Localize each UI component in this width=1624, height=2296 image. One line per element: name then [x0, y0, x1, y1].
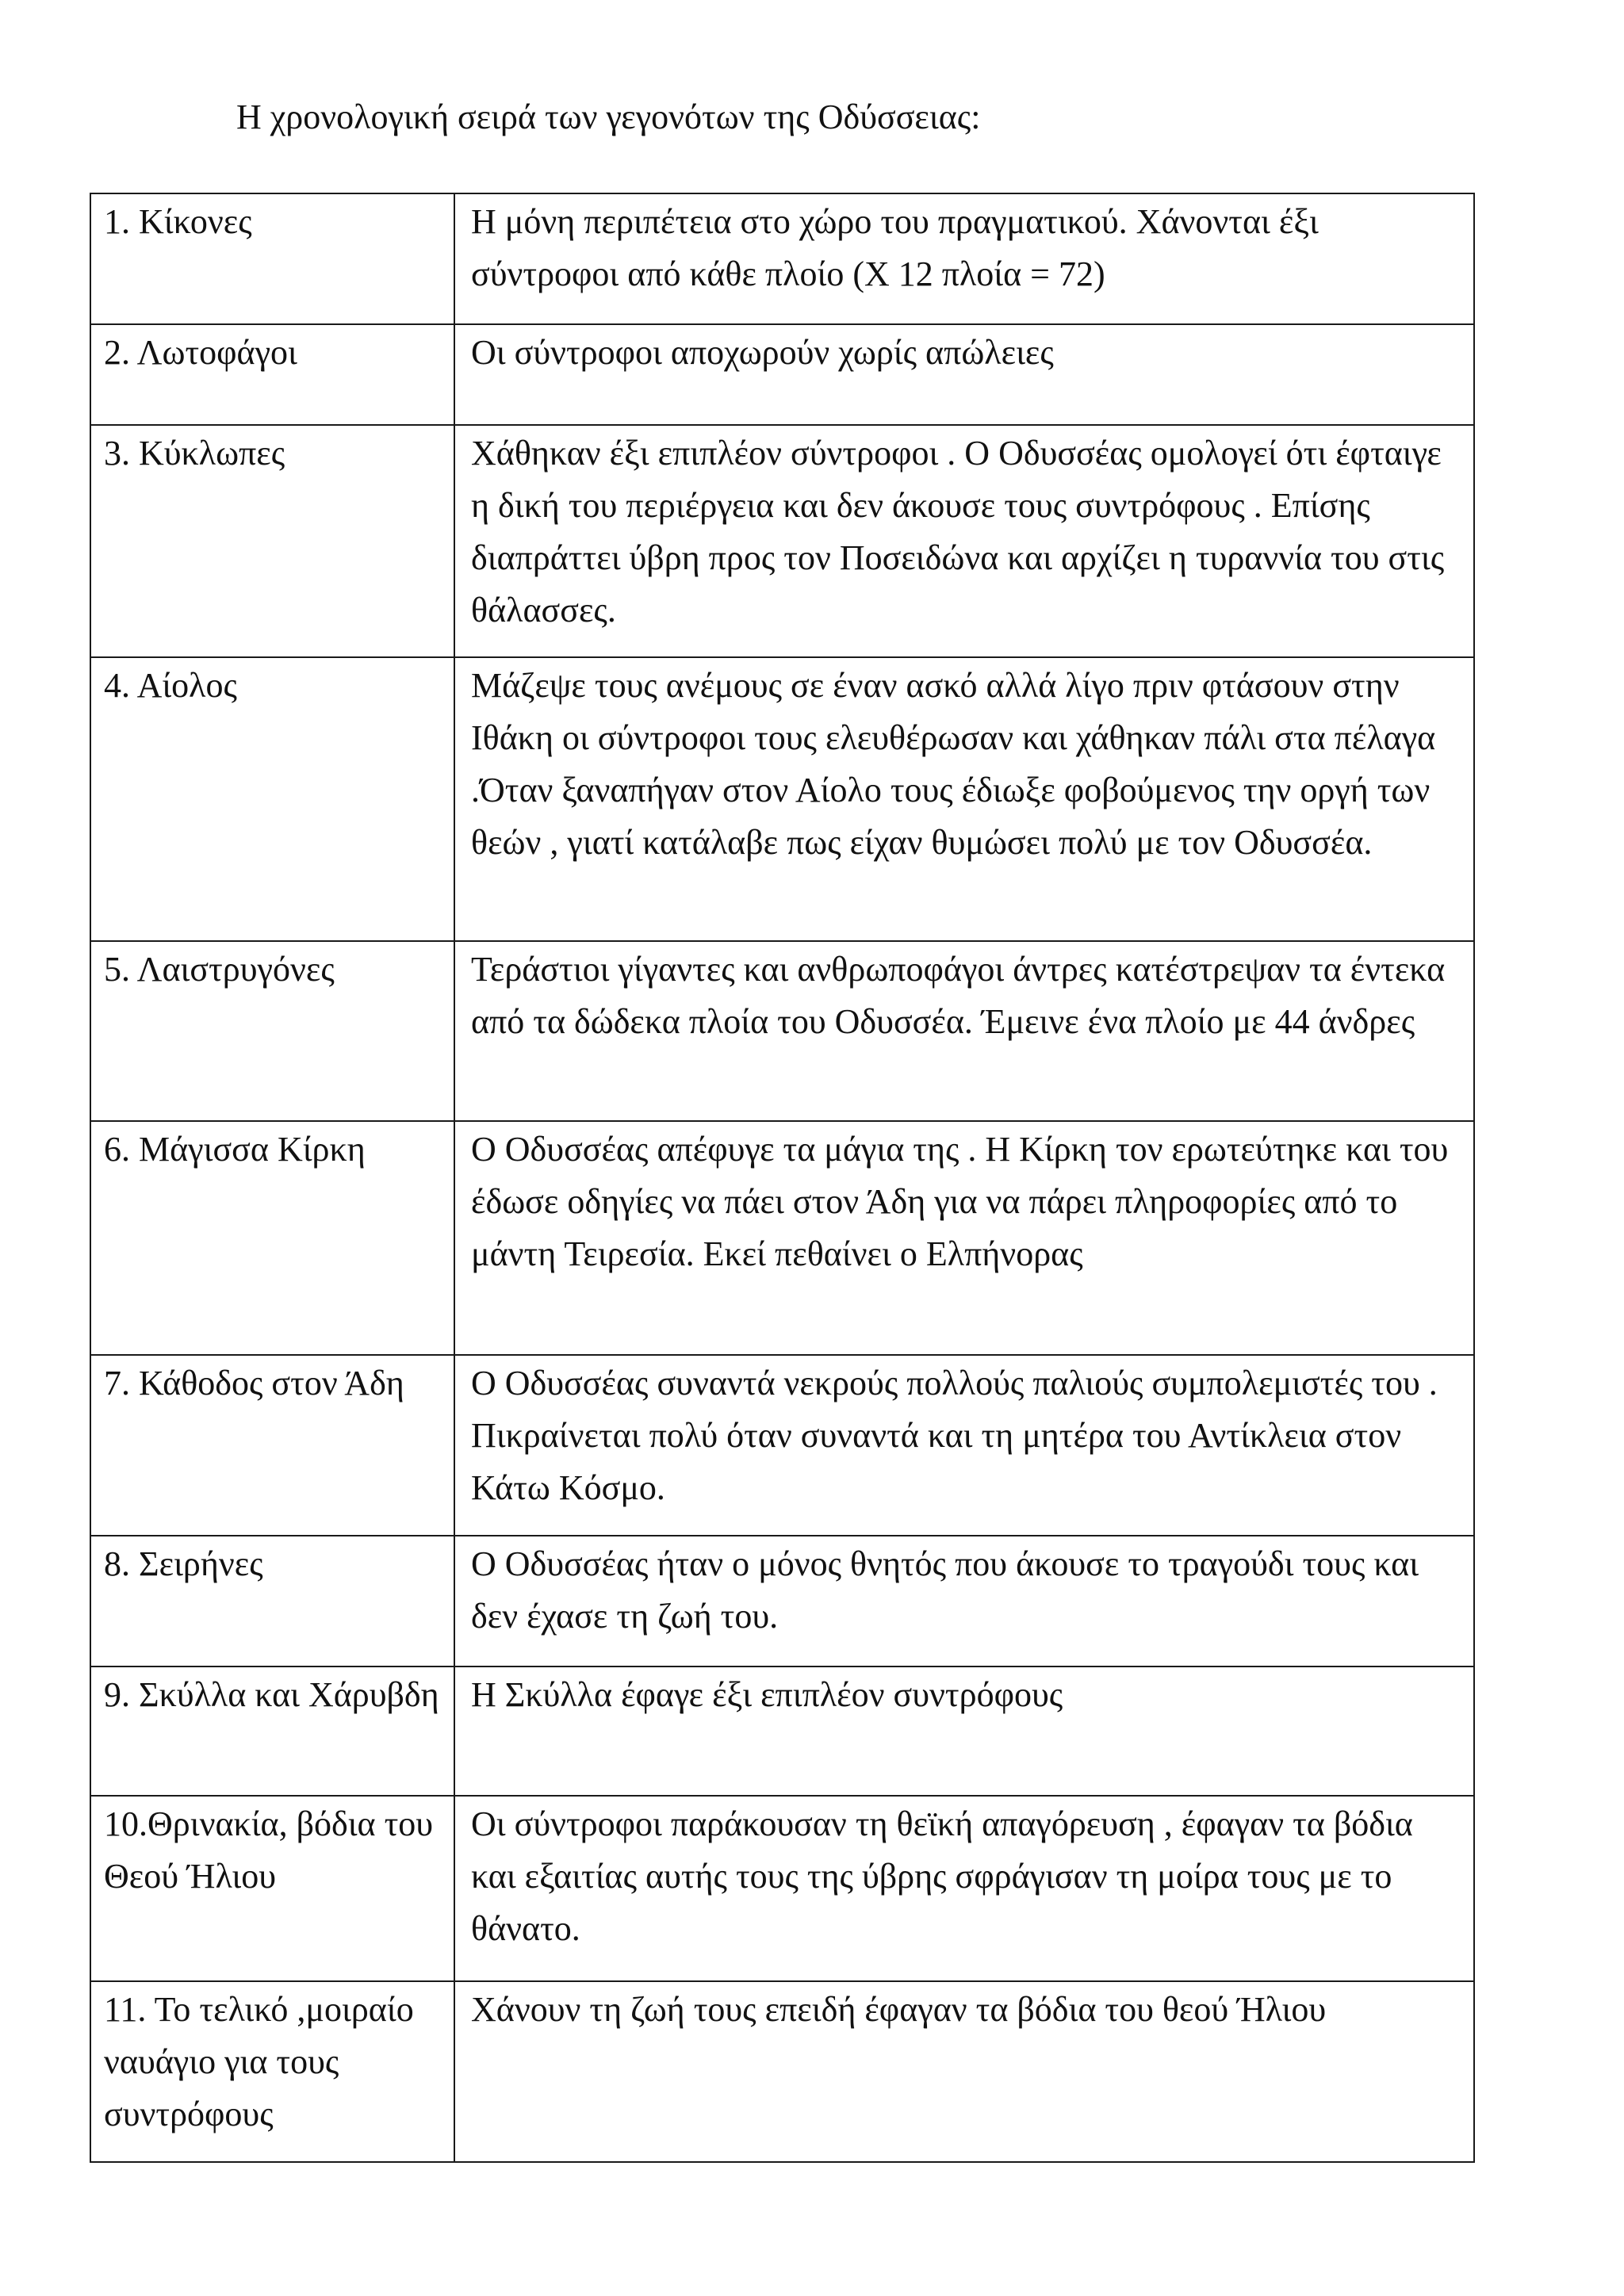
description-cell: Ο Οδυσσέας ήταν ο μόνος θνητός που άκουσε το τραγούδι τους και δεν έχασε τη ζωή του. — [454, 1536, 1474, 1667]
description-cell: Οι σύντροφοι παράκουσαν τη θεϊκή απαγόρευση , έφαγαν τα βόδια και εξαιτίας αυτής τους της ύβρης σφράγισαν τη μοίρα τους με το θάνατο. — [454, 1796, 1474, 1981]
odyssey-events-table — [90, 193, 1475, 2163]
table-row — [90, 941, 1474, 1121]
description-cell: Η Σκύλλα έφαγε έξι επιπλέον συντρόφους — [454, 1667, 1474, 1796]
table-row — [90, 1667, 1474, 1796]
table-row — [90, 1355, 1474, 1536]
description-cell: Ο Οδυσσέας συναντά νεκρούς πολλούς παλιούς συμπολεμιστές του . Πικραίνεται πολύ όταν συναντά και τη μητέρα του Αντίκλεια στον Κάτω Κόσμο. — [454, 1355, 1474, 1536]
table-row — [90, 1981, 1474, 2162]
description-cell: Ο Οδυσσέας απέφυγε τα μάγια της . Η Κίρκη τον ερωτεύτηκε και του έδωσε οδηγίες να πάει στον Άδη για να πάρει πληροφορίες από το μάντη Τειρεσία. Εκεί πεθαίνει ο Ελπήνορας — [454, 1121, 1474, 1355]
table-row — [90, 324, 1474, 425]
episode-cell: 8. Σειρήνες — [90, 1536, 454, 1667]
description-cell: Η μόνη περιπέτεια στο χώρο του πραγματικού. Χάνονται έξι σύντροφοι από κάθε πλοίο (Χ 12 πλοία = 72) — [454, 193, 1474, 324]
table-row — [90, 657, 1474, 941]
table-row — [90, 425, 1474, 657]
page-title: Η χρονολογική σειρά των γεγονότων της Οδύσσειας: — [236, 98, 981, 136]
episode-cell: 11. Το τελικό ,μοιραίο ναυάγιο για τους συντρόφους — [90, 1981, 454, 2162]
table-row — [90, 1121, 1474, 1355]
description-cell: Τεράστιοι γίγαντες και ανθρωποφάγοι άντρες κατέστρεψαν τα έντεκα από τα δώδεκα πλοία του Οδυσσέα. Έμεινε ένα πλοίο με 44 άνδρες — [454, 941, 1474, 1121]
description-cell: Χάνουν τη ζωή τους επειδή έφαγαν τα βόδια του θεού Ήλιου — [454, 1981, 1474, 2162]
episode-cell: 6. Μάγισσα Κίρκη — [90, 1121, 454, 1355]
episode-cell: 3. Κύκλωπες — [90, 425, 454, 657]
episode-cell: 2. Λωτοφάγοι — [90, 324, 454, 425]
episode-cell: 4. Αίολος — [90, 657, 454, 941]
description-cell: Χάθηκαν έξι επιπλέον σύντροφοι . Ο Οδυσσέας ομολογεί ότι έφταιγε η δική του περιέργεια και δεν άκουσε τους συντρόφους . Επίσης διαπράττει ύβρη προς τον Ποσειδώνα και αρχίζει η τυραννία του στις θάλασσες. — [454, 425, 1474, 657]
episode-cell: 10.Θρινακία, βόδια του Θεού Ήλιου — [90, 1796, 454, 1981]
table-row — [90, 1796, 1474, 1981]
table-row — [90, 193, 1474, 324]
description-cell: Οι σύντροφοι αποχωρούν χωρίς απώλειες — [454, 324, 1474, 425]
episode-cell: 5. Λαιστρυγόνες — [90, 941, 454, 1121]
description-cell: Μάζεψε τους ανέμους σε έναν ασκό αλλά λίγο πριν φτάσουν στην Ιθάκη οι σύντροφοι τους ελευθέρωσαν και χάθηκαν πάλι στα πέλαγα .Όταν ξαναπήγαν στον Αίολο τους έδιωξε φοβούμενος την οργή των θεών , γιατί κατάλαβε πως είχαν θυμώσει πολύ με τον Οδυσσέα. — [454, 657, 1474, 941]
episode-cell: 1. Κίκονες — [90, 193, 454, 324]
episode-cell: 7. Κάθοδος στον Άδη — [90, 1355, 454, 1536]
table-row — [90, 1536, 1474, 1667]
episode-cell: 9. Σκύλλα και Χάρυβδη — [90, 1667, 454, 1796]
